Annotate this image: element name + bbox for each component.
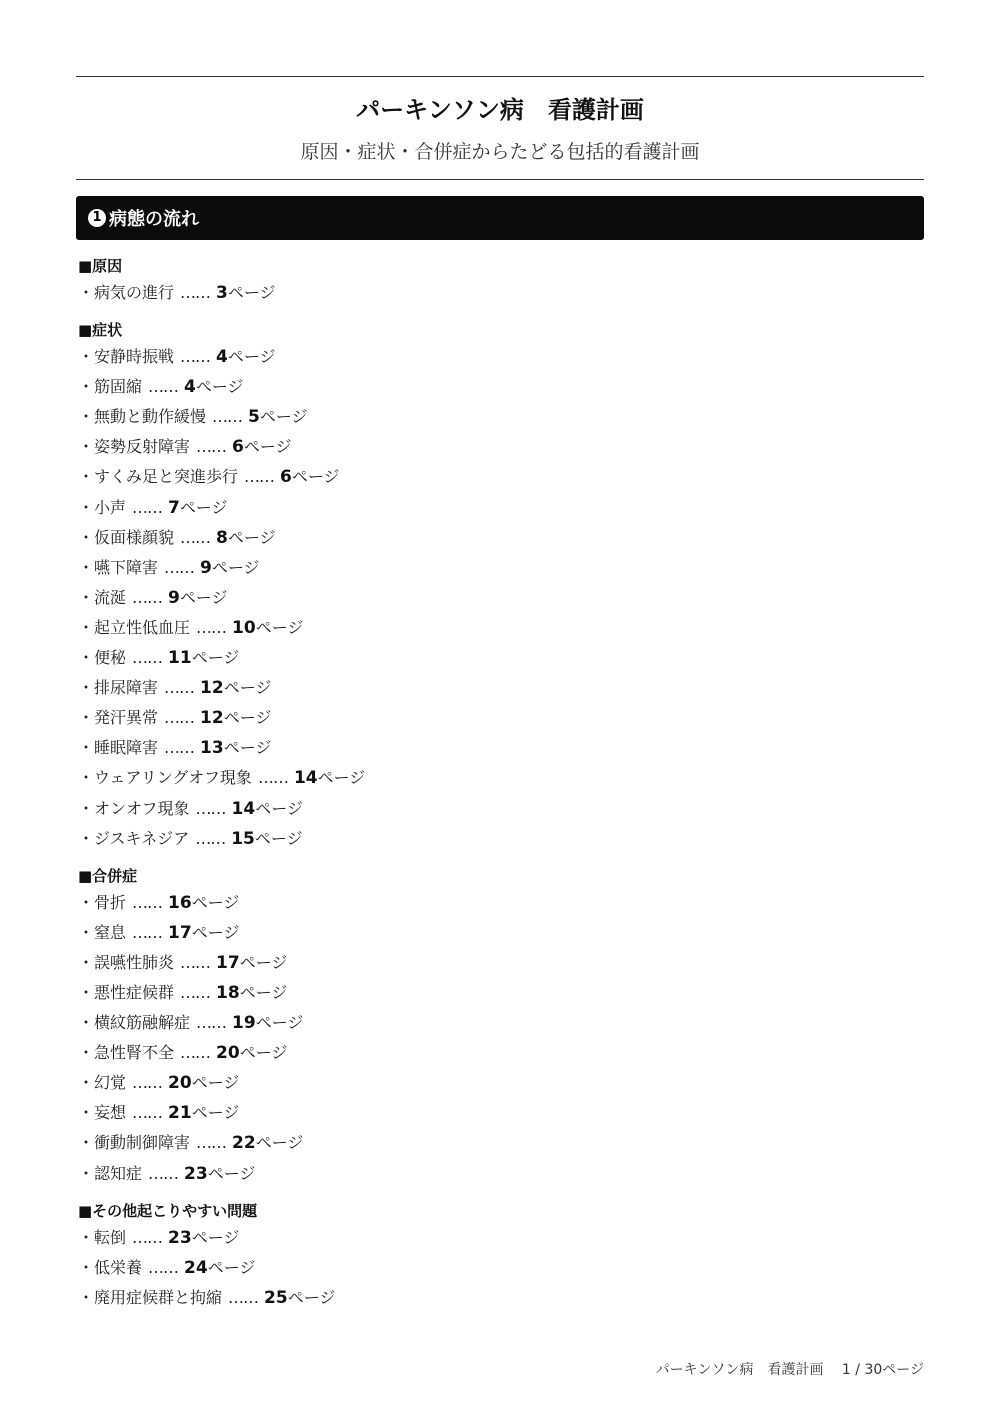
bullet-dot-icon: ・ <box>78 437 95 457</box>
toc-entry[interactable] <box>78 703 918 733</box>
leader-dots: …… <box>180 347 211 367</box>
bullet-dot-icon: ・ <box>78 1287 95 1307</box>
toc-entry-label: ウェアリングオフ現象 <box>94 768 252 788</box>
toc-entry[interactable] <box>78 1253 918 1283</box>
toc-entry-page-unit: ページ <box>227 347 276 367</box>
bullet-dot-icon: ・ <box>78 922 95 942</box>
toc-entry-page-unit: ページ <box>255 1133 304 1153</box>
leader-dots: …… <box>132 648 163 668</box>
leader-dots: …… <box>180 527 211 547</box>
section-heading-label: 病態の流れ <box>109 209 199 230</box>
bullet-dot-icon: ・ <box>78 648 95 668</box>
bullet-dot-icon: ・ <box>78 1257 95 1277</box>
toc-entry-page-unit: ページ <box>287 1287 336 1307</box>
toc-entry-label: 仮面様顔貌 <box>94 527 175 547</box>
toc-entry[interactable] <box>78 1283 918 1313</box>
leader-dots: …… <box>195 828 226 848</box>
leader-dots: …… <box>148 1163 179 1183</box>
leader-dots: …… <box>196 1013 227 1033</box>
toc-entry-page-number: 4 <box>184 377 196 398</box>
toc-entry-page-unit: ページ <box>255 1013 304 1033</box>
toc-entry-page-unit: ページ <box>191 1227 240 1247</box>
toc-entry-label: 安静時振戦 <box>94 347 175 367</box>
page-subtitle: 原因・症状・合併症からたどる包括的看護計画 <box>300 141 700 163</box>
leader-dots: …… <box>164 678 195 698</box>
toc-entry-label: 筋固縮 <box>94 377 143 397</box>
bullet-dot-icon: ・ <box>78 557 95 577</box>
toc-entry-label: 横紋筋融解症 <box>94 1013 191 1033</box>
toc-entry-page-unit: ページ <box>191 1103 240 1123</box>
toc-entry-page-number: 10 <box>232 617 256 638</box>
bullet-dot-icon: ・ <box>78 1103 95 1123</box>
toc-entry-label: 起立性低血圧 <box>94 617 191 637</box>
header-top-rule <box>76 76 924 77</box>
toc-entry-page-number: 9 <box>168 587 180 608</box>
toc-entry-page-number: 14 <box>293 768 318 789</box>
toc-entry-label: 病気の進行 <box>94 283 175 302</box>
toc-entry-page-unit: ページ <box>239 982 288 1002</box>
toc-entry-page-unit: ページ <box>223 708 272 728</box>
toc-entry-label: 誤嚥性肺炎 <box>94 952 175 972</box>
bullet-dot-icon: ・ <box>78 377 95 397</box>
leader-dots: …… <box>132 1103 163 1123</box>
toc-entry-page-unit: ページ <box>291 467 340 487</box>
leader-dots: …… <box>132 922 163 942</box>
toc-entry-label: 廃用症候群と拘縮 <box>94 1287 223 1307</box>
bullet-dot-icon: ・ <box>78 982 95 1002</box>
toc-entry-page-number: 16 <box>168 892 192 913</box>
table-of-contents <box>78 254 918 1313</box>
bullet-dot-icon: ・ <box>78 347 95 367</box>
toc-entry-page-number: 22 <box>232 1133 256 1154</box>
toc-entry-page-unit: ページ <box>195 377 244 397</box>
toc-entry-page-number: 21 <box>168 1103 192 1124</box>
toc-entry[interactable] <box>78 1159 918 1189</box>
toc-entry-page-number: 6 <box>232 437 244 458</box>
toc-entry-page-unit: ページ <box>191 922 240 942</box>
toc-entry-page-number: 20 <box>216 1043 240 1064</box>
toc-entry-label: 流涎 <box>94 587 127 607</box>
group-heading: ■原因 <box>78 257 123 275</box>
toc-entry-label: オンオフ現象 <box>94 798 190 818</box>
toc-entry-page-unit: ページ <box>255 617 304 637</box>
leader-dots: …… <box>148 1257 179 1277</box>
bullet-dot-icon: ・ <box>78 828 95 848</box>
toc-entry-page-number: 12 <box>200 678 224 699</box>
bullet-dot-icon: ・ <box>78 892 95 912</box>
bullet-dot-icon: ・ <box>78 678 95 698</box>
leader-dots: …… <box>132 1227 163 1247</box>
toc-entry-label: 姿勢反射障害 <box>94 437 191 457</box>
bullet-dot-icon: ・ <box>78 708 95 728</box>
toc-entry-page-number: 25 <box>264 1287 288 1308</box>
toc-entry-page-unit: ページ <box>259 407 308 427</box>
leader-dots: …… <box>180 1043 211 1063</box>
toc-entry[interactable] <box>78 493 918 523</box>
toc-entry[interactable] <box>78 824 918 854</box>
toc-entry[interactable] <box>78 372 918 402</box>
toc-entry-page-unit: ページ <box>207 1163 256 1183</box>
toc-entry-page-number: 11 <box>168 648 192 669</box>
toc-entry-label: 小声 <box>94 497 127 517</box>
toc-entry-page-unit: ページ <box>191 892 240 912</box>
toc-entry-page-unit: ページ <box>211 557 260 577</box>
toc-entry[interactable] <box>78 613 918 643</box>
leader-dots: …… <box>132 892 163 912</box>
toc-entry-page-unit: ページ <box>227 283 276 302</box>
toc-entry-page-unit: ページ <box>223 678 272 698</box>
leader-dots: …… <box>180 283 211 302</box>
toc-entry-page-number: 24 <box>184 1257 208 1278</box>
toc-entry-page-number: 4 <box>216 347 228 368</box>
toc-entry[interactable] <box>78 794 918 824</box>
toc-entry[interactable] <box>78 1223 918 1253</box>
leader-dots: …… <box>132 497 163 517</box>
toc-entry-page-number: 8 <box>216 527 228 548</box>
toc-entry-label: 衝動制御障害 <box>94 1133 191 1153</box>
section-number-badge: 1 <box>88 209 106 227</box>
toc-entry-page-number: 23 <box>168 1227 192 1248</box>
toc-entry-page-number: 20 <box>168 1073 192 1094</box>
toc-entry-page-number: 6 <box>280 467 292 488</box>
toc-entry-page-unit: ページ <box>223 738 272 758</box>
leader-dots: …… <box>180 982 211 1002</box>
toc-entry-label: 低栄養 <box>94 1257 143 1277</box>
header-bottom-rule <box>76 179 924 180</box>
page-footer: パーキンソン病 看護計画 1 / 30ページ <box>655 1362 924 1378</box>
toc-entry-label: すくみ足と突進歩行 <box>94 467 239 487</box>
toc-entry-label: 幻覚 <box>94 1073 127 1093</box>
toc-entry-label: 認知症 <box>94 1163 143 1183</box>
toc-entry-page-number: 13 <box>200 738 224 759</box>
bullet-dot-icon: ・ <box>78 1163 95 1183</box>
leader-dots: …… <box>244 467 275 487</box>
toc-entry-label: 無動と動作緩慢 <box>94 407 207 427</box>
bullet-dot-icon: ・ <box>78 738 95 758</box>
leader-dots: …… <box>164 557 195 577</box>
leader-dots: …… <box>164 708 195 728</box>
toc-entry[interactable] <box>78 888 918 918</box>
toc-entry-page-number: 17 <box>168 922 192 943</box>
toc-entry[interactable] <box>78 918 918 948</box>
toc-entry[interactable] <box>78 1128 918 1158</box>
group-heading: ■症状 <box>78 321 123 340</box>
toc-entry-page-unit: ページ <box>191 1073 240 1093</box>
toc-entry[interactable] <box>78 978 918 1008</box>
toc-entry[interactable] <box>78 733 918 763</box>
bullet-dot-icon: ・ <box>78 407 95 427</box>
toc-entry-page-unit: ページ <box>227 527 276 547</box>
toc-entry-page-unit: ページ <box>239 952 288 972</box>
leader-dots: …… <box>180 952 211 972</box>
leader-dots: …… <box>148 377 179 397</box>
toc-entry-label: ジスキネジア <box>94 828 190 848</box>
toc-entry[interactable] <box>78 553 918 583</box>
toc-entry-page-number: 17 <box>216 952 240 973</box>
toc-entry-label: 窒息 <box>94 922 127 942</box>
leader-dots: …… <box>228 1287 259 1307</box>
toc-entry[interactable] <box>78 462 918 492</box>
toc-entry-page-number: 14 <box>231 798 256 819</box>
bullet-dot-icon: ・ <box>78 768 95 788</box>
toc-entry-label: 転倒 <box>94 1227 127 1247</box>
toc-entry-label: 睡眠障害 <box>94 738 159 758</box>
toc-entry[interactable] <box>78 278 918 308</box>
toc-entry[interactable] <box>78 763 918 793</box>
toc-entry[interactable] <box>78 402 918 432</box>
toc-entry-page-number: 9 <box>200 557 212 578</box>
toc-entry-page-number: 19 <box>232 1013 256 1034</box>
bullet-dot-icon: ・ <box>78 587 95 607</box>
toc-entry-page-unit: ページ <box>255 798 303 818</box>
page-title: パーキンソン病 看護計画 <box>356 96 644 124</box>
bullet-dot-icon: ・ <box>78 1227 95 1247</box>
toc-entry-page-number: 12 <box>200 708 224 729</box>
leader-dots: …… <box>257 768 288 788</box>
leader-dots: …… <box>212 407 243 427</box>
toc-entry-page-number: 3 <box>216 283 228 303</box>
bullet-dot-icon: ・ <box>78 798 95 818</box>
toc-entry-page-unit: ページ <box>239 1043 288 1063</box>
toc-entry-page-unit: ページ <box>243 437 292 457</box>
leader-dots: …… <box>132 587 163 607</box>
toc-entry[interactable] <box>78 948 918 978</box>
toc-entry[interactable] <box>78 673 918 703</box>
toc-entry-label: 排尿障害 <box>94 678 159 698</box>
toc-entry-label: 妄想 <box>94 1103 127 1123</box>
toc-entry[interactable] <box>78 583 918 613</box>
leader-dots: …… <box>164 738 195 758</box>
toc-entry-page-number: 7 <box>168 497 180 518</box>
toc-entry-label: 悪性症候群 <box>94 982 175 1002</box>
toc-entry-page-unit: ページ <box>254 828 303 848</box>
toc-entry-label: 急性腎不全 <box>94 1043 175 1063</box>
toc-entry-label: 発汗異常 <box>94 708 159 728</box>
toc-entry[interactable] <box>78 432 918 462</box>
toc-entry-label: 便秘 <box>94 648 127 668</box>
bullet-dot-icon: ・ <box>78 283 95 302</box>
toc-entry[interactable] <box>78 1038 918 1068</box>
toc-entry[interactable] <box>78 1008 918 1038</box>
bullet-dot-icon: ・ <box>78 1133 95 1153</box>
toc-entry-page-unit: ページ <box>179 587 228 607</box>
toc-entry-page-number: 18 <box>216 982 240 1003</box>
bullet-dot-icon: ・ <box>78 467 95 487</box>
toc-entry-page-unit: ページ <box>191 648 240 668</box>
leader-dots: …… <box>196 1133 227 1153</box>
toc-entry-label: 骨折 <box>94 892 127 912</box>
leader-dots: …… <box>196 437 227 457</box>
toc-entry[interactable] <box>78 1068 918 1098</box>
section-heading-bar <box>76 196 924 240</box>
bullet-dot-icon: ・ <box>78 527 95 547</box>
bullet-dot-icon: ・ <box>78 1043 95 1063</box>
toc-entry-page-unit: ページ <box>179 497 228 517</box>
toc-entry[interactable] <box>78 1098 918 1128</box>
leader-dots: …… <box>196 617 227 637</box>
toc-entry-label: 嚥下障害 <box>94 557 159 577</box>
toc-entry[interactable] <box>78 643 918 673</box>
leader-dots: …… <box>195 798 226 818</box>
toc-entry-page-number: 5 <box>248 407 260 428</box>
toc-entry-page-number: 23 <box>184 1163 208 1184</box>
toc-entry[interactable] <box>78 342 918 372</box>
bullet-dot-icon: ・ <box>78 952 95 972</box>
toc-entry[interactable] <box>78 523 918 553</box>
toc-entry-page-unit: ページ <box>317 768 366 788</box>
toc-entry-page-number: 15 <box>231 828 255 849</box>
bullet-dot-icon: ・ <box>78 1013 95 1033</box>
toc-entry-page-unit: ページ <box>207 1257 256 1277</box>
group-heading: ■その他起こりやすい問題 <box>78 1201 258 1220</box>
leader-dots: …… <box>132 1073 163 1093</box>
bullet-dot-icon: ・ <box>78 1073 95 1093</box>
group-heading: ■合併症 <box>78 866 138 885</box>
bullet-dot-icon: ・ <box>78 617 95 637</box>
bullet-dot-icon: ・ <box>78 497 95 517</box>
